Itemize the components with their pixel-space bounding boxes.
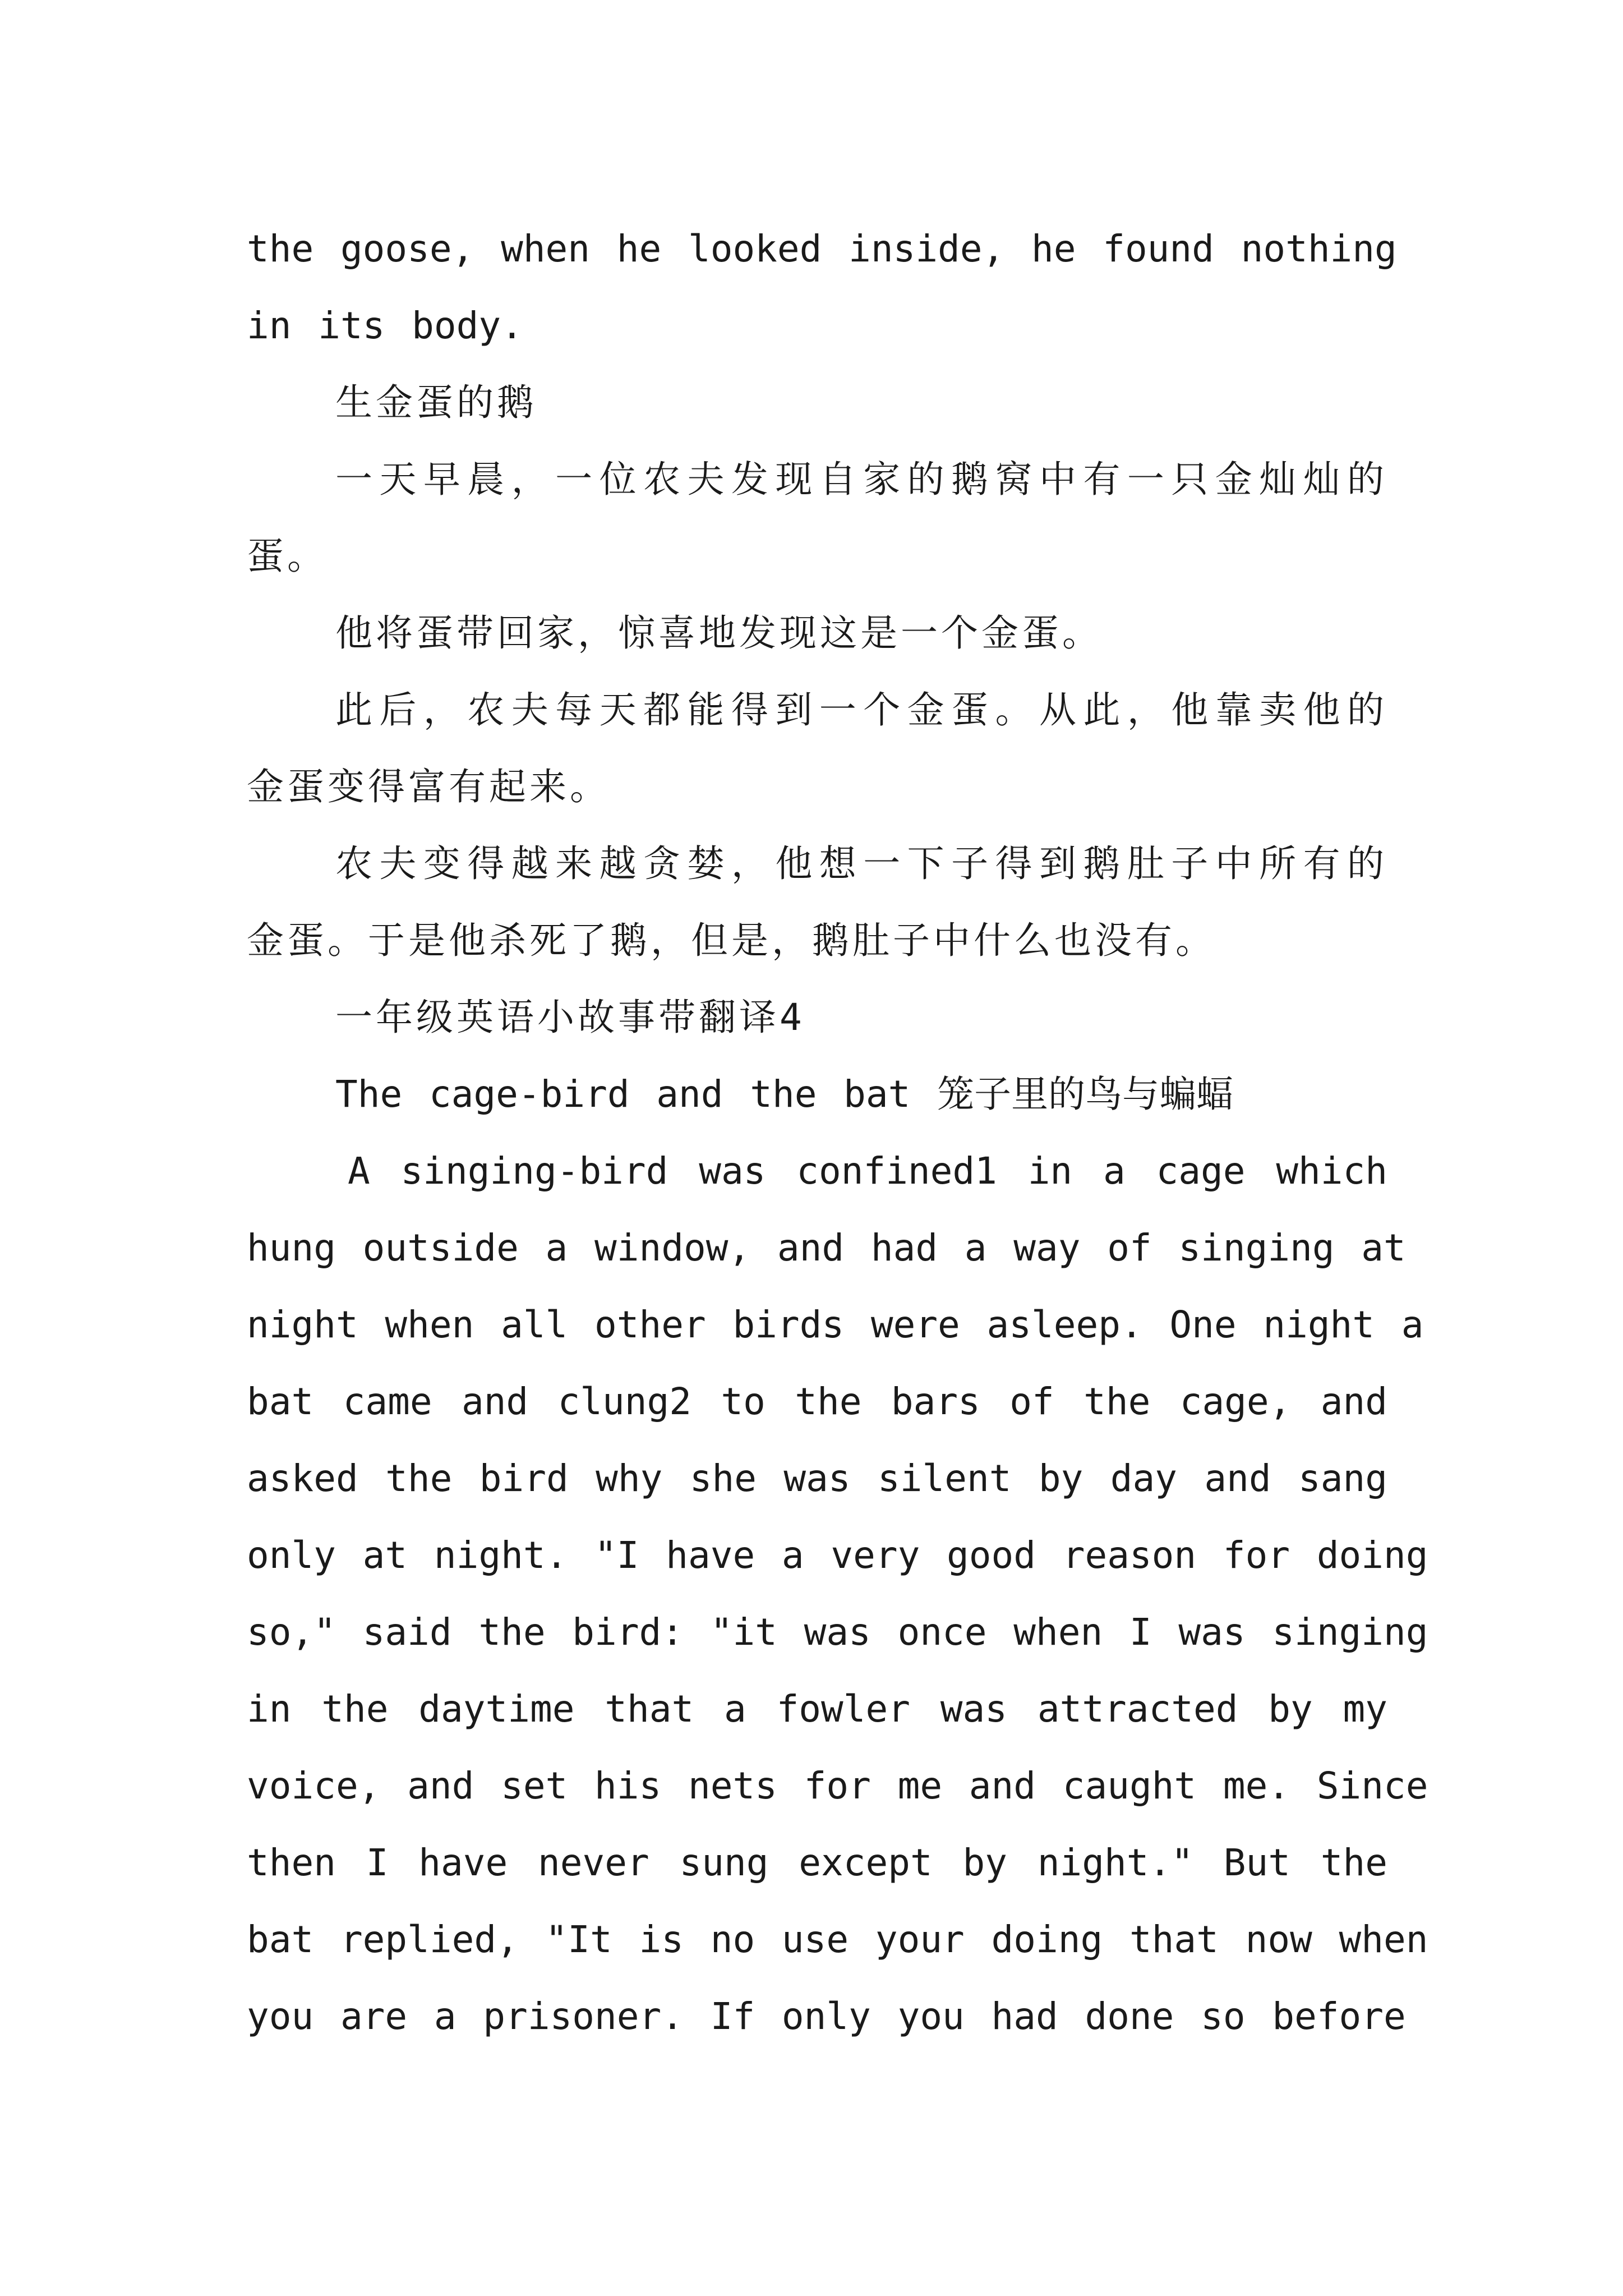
paragraph-cn-3 (247, 671, 1387, 825)
section-heading (247, 979, 1387, 1056)
text-line: 生金蛋的鹅 (335, 381, 537, 424)
document-page (247, 210, 1428, 2055)
story-title-golden-goose (247, 364, 1387, 441)
paragraph-cn-1 (247, 441, 1387, 595)
text-line: A singing-bird was confined1 in a cage which (348, 1149, 1387, 1193)
story-title-cage-bird (247, 1056, 1387, 1133)
text-line: hung outside a window, and had a way of singing at (247, 1226, 1406, 1269)
text-line: so," said the bird: "it was once when I was singing (247, 1611, 1428, 1654)
text-line: 他将蛋带回家，惊喜地发现这是一个金蛋。 (335, 611, 1103, 655)
text-line: in its body. (247, 304, 523, 347)
paragraph-cn-4 (247, 825, 1387, 979)
text-line: 农夫变得越来越贪婪，他想一下子得到鹅肚子中所有的 (335, 842, 1387, 885)
text-line: 蛋。 (247, 535, 328, 578)
text-line: night when all other birds were asleep. One night a (247, 1303, 1424, 1346)
text-line: then I have never sung except by night." But the (247, 1841, 1387, 1884)
text-line: 此后，农夫每天都能得到一个金蛋。从此，他靠卖他的 (335, 688, 1387, 731)
text-line: only at night. "I have a very good reason for doing (247, 1534, 1428, 1577)
text-line: 一年级英语小故事带翻译4 (335, 996, 805, 1039)
paragraph-cn-2 (247, 595, 1387, 671)
text-line: 一天早晨，一位农夫发现自家的鹅窝中有一只金灿灿的 (335, 458, 1387, 501)
text-line: The cage-bird and the bat 笼子里的鸟与蝙蝠 (335, 1073, 1234, 1116)
text-line: voice, and set his nets for me and caught me. Since (247, 1764, 1428, 1807)
text-line: 金蛋变得富有起来。 (247, 765, 610, 808)
paragraph-goose-ending (247, 210, 1397, 364)
text-line: the goose, when he looked inside, he found nothing (247, 227, 1397, 270)
text-line: 金蛋。于是他杀死了鹅，但是，鹅肚子中什么也没有。 (247, 919, 1216, 962)
text-line: asked the bird why she was silent by day and sang (247, 1457, 1387, 1500)
text-line: bat replied, "It is no use your doing that now when (247, 1918, 1428, 1961)
paragraph-story-body (247, 1133, 1428, 2055)
text-line: bat came and clung2 to the bars of the cage, and (247, 1380, 1387, 1423)
text-line: you are a prisoner. If only you had done so before (247, 1995, 1406, 2038)
text-line: in the daytime that a fowler was attracted by my (247, 1687, 1387, 1731)
